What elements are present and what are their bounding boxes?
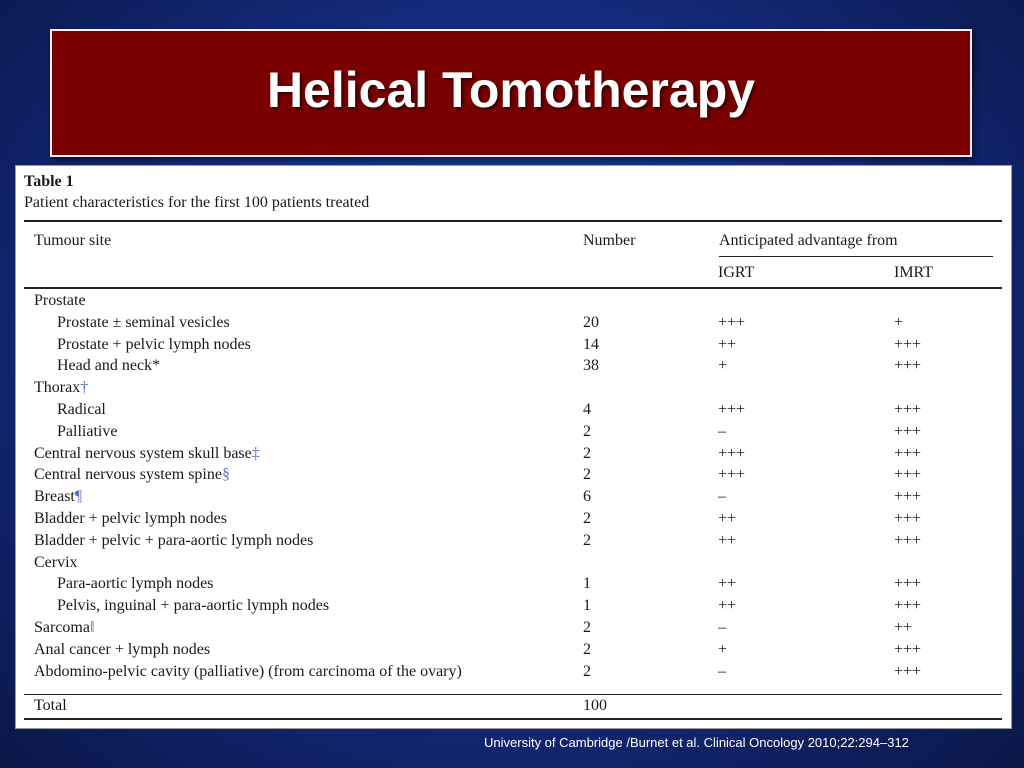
cell-igrt: +++ bbox=[718, 401, 746, 418]
cell-igrt: +++ bbox=[718, 313, 746, 331]
cell-tumour-site bbox=[34, 639, 210, 661]
table-row bbox=[16, 552, 1011, 574]
table-row bbox=[16, 486, 1011, 508]
cell-igrt: – bbox=[718, 619, 726, 636]
table-row bbox=[16, 355, 1011, 377]
cell-igrt: ++ bbox=[718, 510, 737, 527]
cell-imrt: +++ bbox=[894, 488, 922, 506]
cell-igrt: ++ bbox=[718, 335, 737, 353]
table-row bbox=[16, 595, 1011, 617]
tumour-site-text: Anal cancer + lymph nodes bbox=[34, 640, 211, 658]
cell-imrt: +++ bbox=[894, 510, 922, 527]
cell-tumour-site bbox=[34, 661, 462, 683]
cell-number: 6 bbox=[583, 488, 591, 506]
cell-number: 2 bbox=[583, 510, 591, 527]
cell-number: 20 bbox=[583, 313, 599, 331]
cell-tumour-site bbox=[34, 617, 94, 639]
tumour-site-text: Abdomino-pelvic cavity (palliative) (from carcinoma of the ovary) bbox=[34, 662, 462, 680]
tumour-site-text: Central nervous system spine bbox=[34, 466, 222, 484]
footnote-marker: § bbox=[221, 466, 230, 484]
cell-tumour-site bbox=[34, 290, 86, 312]
cell-imrt: +++ bbox=[894, 640, 922, 658]
cell-number: 14 bbox=[583, 335, 599, 353]
table-row bbox=[16, 377, 1011, 399]
cell-tumour-site bbox=[57, 355, 160, 377]
cell-igrt: – bbox=[718, 488, 726, 506]
cell-imrt: +++ bbox=[894, 401, 922, 418]
cell-igrt: – bbox=[718, 422, 726, 440]
table-row bbox=[16, 508, 1011, 530]
cell-number: 2 bbox=[583, 422, 591, 440]
cell-igrt: + bbox=[718, 640, 728, 658]
table-caption: Patient characteristics for the first 100 patients treated bbox=[24, 194, 370, 211]
tumour-site-text: Thorax bbox=[34, 379, 81, 397]
footnote-marker: ¶ bbox=[74, 488, 83, 506]
title-banner bbox=[50, 29, 972, 157]
header-imrt: IMRT bbox=[894, 264, 934, 281]
cell-tumour-site bbox=[34, 443, 260, 465]
cell-tumour-site bbox=[57, 399, 106, 421]
header-number: Number bbox=[583, 232, 636, 249]
table-row bbox=[16, 639, 1011, 661]
cell-number: 1 bbox=[583, 575, 591, 593]
table-row bbox=[16, 312, 1011, 334]
cell-tumour-site bbox=[57, 312, 230, 334]
cell-imrt: + bbox=[894, 313, 904, 331]
tumour-site-text: Sarcoma bbox=[34, 619, 90, 636]
table-row bbox=[16, 334, 1011, 356]
cell-number: 2 bbox=[583, 662, 591, 680]
cell-tumour-site bbox=[57, 573, 213, 595]
table-row bbox=[16, 573, 1011, 595]
tumour-site-text: Bladder + pelvic + para-aortic lymph nodes bbox=[34, 531, 314, 549]
table-top-rule bbox=[24, 220, 1002, 222]
tumour-site-text: Prostate ± seminal vesicles bbox=[57, 313, 230, 331]
cell-tumour-site bbox=[57, 595, 329, 617]
footnote-marker: ‡ bbox=[251, 444, 260, 462]
cell-number: 2 bbox=[583, 466, 591, 484]
tumour-site-text: Breast bbox=[34, 488, 75, 506]
tumour-site-text: Prostate + pelvic lymph nodes bbox=[57, 335, 251, 353]
tumour-site-text: Pelvis, inguinal + para-aortic lymph nodes bbox=[57, 597, 330, 615]
cell-imrt: ++ bbox=[894, 619, 913, 636]
header-igrt: IGRT bbox=[718, 264, 755, 281]
tumour-site-text: Bladder + pelvic lymph nodes bbox=[34, 510, 227, 527]
table-row bbox=[16, 399, 1011, 421]
cell-imrt: +++ bbox=[894, 335, 922, 353]
cell-igrt: ++ bbox=[718, 597, 737, 615]
cell-number: 2 bbox=[583, 531, 591, 549]
tumour-site-text: Head and neck* bbox=[57, 357, 161, 375]
cell-tumour-site bbox=[34, 552, 78, 574]
footnote-marker: † bbox=[80, 379, 89, 397]
header-tumour-site: Tumour site bbox=[34, 232, 112, 249]
table-row bbox=[16, 421, 1011, 443]
tumour-site-text: Cervix bbox=[34, 553, 78, 571]
cell-number: 38 bbox=[583, 357, 599, 375]
cell-imrt: +++ bbox=[894, 531, 922, 549]
cell-imrt: +++ bbox=[894, 575, 922, 593]
table-label: Table 1 bbox=[24, 173, 74, 190]
total-number: 100 bbox=[583, 697, 607, 714]
tumour-site-text: Prostate bbox=[34, 292, 86, 309]
cell-igrt: +++ bbox=[718, 466, 746, 484]
cell-imrt: +++ bbox=[894, 444, 922, 462]
cell-imrt: +++ bbox=[894, 662, 922, 680]
cell-imrt: +++ bbox=[894, 357, 922, 375]
header-bottom-rule bbox=[24, 287, 1002, 289]
slide-title: Helical Tomotherapy bbox=[266, 62, 756, 118]
cell-igrt: ++ bbox=[718, 575, 737, 593]
cell-tumour-site bbox=[57, 334, 251, 356]
cell-tumour-site bbox=[34, 464, 230, 486]
cell-number: 2 bbox=[583, 640, 591, 658]
table-row bbox=[16, 443, 1011, 465]
tumour-site-text: Palliative bbox=[57, 422, 118, 440]
table-row bbox=[16, 661, 1011, 683]
table-row bbox=[16, 530, 1011, 552]
cell-number: 4 bbox=[583, 401, 591, 418]
tumour-site-text: Central nervous system skull base bbox=[34, 444, 252, 462]
cell-imrt: +++ bbox=[894, 466, 922, 484]
header-subrule bbox=[719, 256, 993, 257]
cell-tumour-site bbox=[34, 530, 313, 552]
table-row bbox=[16, 290, 1011, 312]
header-anticipated-advantage: Anticipated advantage from bbox=[719, 232, 898, 249]
cell-tumour-site bbox=[34, 508, 227, 530]
cell-igrt: – bbox=[718, 662, 726, 680]
cell-tumour-site bbox=[34, 377, 88, 399]
cell-igrt: +++ bbox=[718, 444, 746, 462]
cell-number: 2 bbox=[583, 444, 591, 462]
cell-imrt: +++ bbox=[894, 597, 922, 615]
table-row bbox=[16, 464, 1011, 486]
total-label: Total bbox=[34, 697, 67, 714]
cell-number: 1 bbox=[583, 597, 591, 615]
table-row bbox=[16, 617, 1011, 639]
cell-igrt: + bbox=[718, 357, 728, 375]
cell-tumour-site bbox=[57, 421, 117, 443]
table-bottom-rule bbox=[24, 718, 1002, 720]
cell-igrt: ++ bbox=[718, 531, 737, 549]
total-row bbox=[16, 695, 1011, 717]
cell-number: 2 bbox=[583, 619, 591, 636]
tumour-site-text: Radical bbox=[57, 401, 106, 418]
table-figure bbox=[15, 165, 1012, 729]
cell-tumour-site bbox=[34, 486, 82, 508]
tumour-site-text: Para-aortic lymph nodes bbox=[57, 575, 214, 593]
citation: University of Cambridge /Burnet et al. Clinical Oncology 2010;22:294–312 bbox=[484, 735, 909, 750]
footnote-marker: ‖ bbox=[89, 619, 95, 636]
cell-imrt: +++ bbox=[894, 422, 922, 440]
